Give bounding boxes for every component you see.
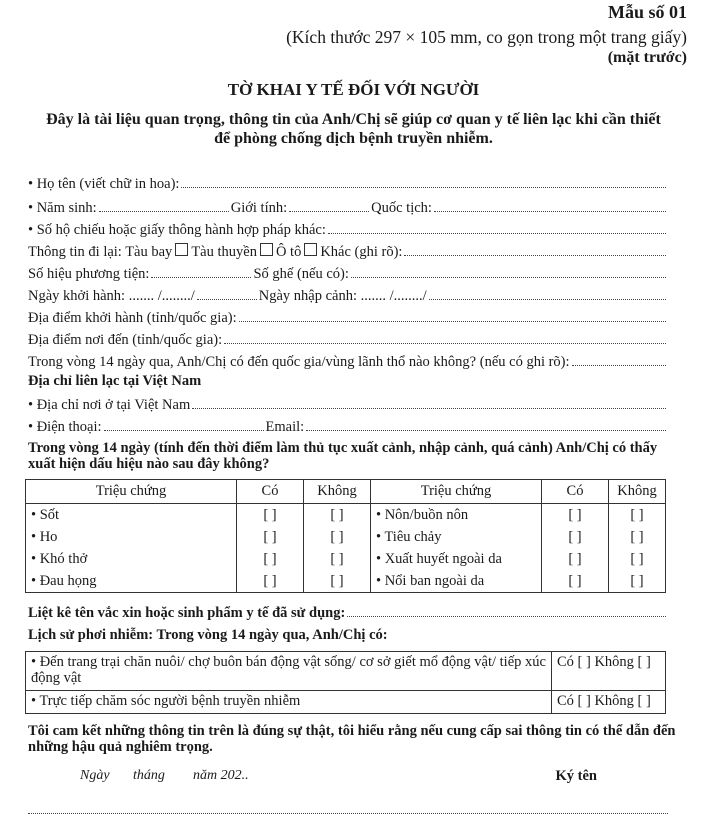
passport-line[interactable] [28, 220, 668, 240]
yes-box[interactable]: [ ] [237, 526, 304, 548]
table-row [26, 691, 666, 714]
destination-field[interactable] [224, 342, 666, 344]
birth-year-label: • Năm sinh: [28, 200, 97, 216]
travel-label: Thông tin đi lại: Tàu bay [28, 244, 173, 260]
symptom-name: • Khó thở [26, 548, 237, 570]
countries-label: Trong vòng 14 ngày qua, Anh/Chị có đến quốc gia/vùng lãnh thổ nào không? (nếu có ghi rõ): [28, 354, 570, 370]
symptom-name: • Đau họng [26, 570, 237, 593]
col-no: Không [304, 480, 371, 504]
exposure-item: • Đến trang trại chăn nuôi/ chợ buôn bán động vật sống/ cơ sở giết mổ động vật/ tiếp xúc động vật [26, 652, 552, 691]
departure-place-field[interactable] [239, 320, 666, 322]
no-box[interactable]: [ ] [609, 526, 666, 548]
no-box[interactable]: [ ] [609, 504, 666, 527]
signature-label: Ký tên [555, 768, 597, 784]
col-yes: Có [237, 480, 304, 504]
entry-date-label: Ngày nhập cảnh: ....... /......../ [258, 288, 427, 304]
table-row [26, 504, 666, 527]
vaccine-label: Liệt kê tên vắc xin hoặc sinh phẩm y tế đã sử dụng: [28, 605, 346, 621]
symptom-name: • Tiêu chảy [371, 526, 542, 548]
commitment-text: Tôi cam kết những thông tin trên là đúng sự thật, tôi hiểu rằng nếu cung cấp sai thông tin có thể dẫn đến những hậu quả nghiêm trọng. [28, 723, 676, 755]
exposure-answer[interactable]: Có [ ] Không [ ] [552, 652, 666, 691]
no-box[interactable]: [ ] [609, 570, 666, 593]
vehicle-no-field[interactable] [151, 276, 251, 278]
yes-box[interactable]: [ ] [542, 548, 609, 570]
departure-date-field[interactable] [197, 298, 257, 300]
yes-box[interactable]: [ ] [237, 548, 304, 570]
entry-date-field[interactable] [429, 298, 666, 300]
col-yes-2: Có [542, 480, 609, 504]
col-symptom-2: Triệu chứng [371, 480, 542, 504]
symptom-name: • Ho [26, 526, 237, 548]
yes-box[interactable]: [ ] [542, 504, 609, 527]
vehicle-line[interactable] [28, 264, 668, 284]
vaccine-field[interactable] [347, 615, 666, 617]
seat-no-field[interactable] [351, 276, 666, 278]
dates-line[interactable] [28, 286, 668, 306]
symptom-name: • Nôn/buồn nôn [371, 504, 542, 527]
travel-line[interactable] [28, 242, 668, 262]
email-field[interactable] [306, 429, 666, 431]
phone-email-line[interactable] [28, 417, 668, 437]
no-box[interactable]: [ ] [304, 548, 371, 570]
yes-box[interactable]: [ ] [237, 504, 304, 527]
no-box[interactable]: [ ] [304, 570, 371, 593]
col-symptom: Triệu chứng [26, 480, 237, 504]
address-label: • Địa chỉ nơi ở tại Việt Nam [28, 397, 191, 413]
car-label: Ô tô [275, 244, 302, 260]
page-side: (mặt trước) [607, 49, 687, 66]
date-month: tháng [133, 768, 165, 783]
other-field[interactable] [404, 254, 666, 256]
ship-label: Tàu thuyền [191, 244, 257, 260]
passport-label: • Số hộ chiếu hoặc giấy thông hành hợp pháp khác: [28, 222, 326, 238]
date-year: năm 202.. [193, 768, 249, 783]
page-title: TỜ KHAI Y TẾ ĐỐI VỚI NGƯỜI [227, 80, 480, 99]
countries-line[interactable] [28, 352, 668, 372]
no-box[interactable]: [ ] [609, 548, 666, 570]
departure-place-line[interactable] [28, 308, 668, 328]
phone-label: • Điện thoại: [28, 419, 102, 435]
symptom-name: • Nổi ban ngoài da [371, 570, 542, 593]
email-label: Email: [265, 419, 305, 435]
nationality-label: Quốc tịch: [371, 200, 432, 216]
passport-field[interactable] [328, 232, 666, 234]
col-no-2: Không [609, 480, 666, 504]
full-name-field[interactable] [181, 186, 666, 188]
destination-label: Địa điểm nơi đến (tỉnh/quốc gia): [28, 332, 223, 348]
address-field[interactable] [192, 407, 666, 409]
size-note: (Kích thước 297 × 105 mm, co gọn trong một trang giấy) [286, 27, 687, 47]
form-number: Mẫu số 01 [607, 2, 687, 22]
nationality-field[interactable] [434, 210, 666, 212]
exposure-heading: Lịch sử phơi nhiễm: Trong vòng 14 ngày qua, Anh/Chị có: [28, 627, 388, 643]
destination-line[interactable] [28, 330, 668, 350]
exposure-item: • Trực tiếp chăm sóc người bệnh truyền nhiễm [26, 691, 552, 714]
bottom-divider [28, 812, 668, 814]
address-line[interactable] [28, 395, 668, 415]
full-name-line[interactable] [28, 174, 668, 194]
countries-field[interactable] [572, 364, 666, 366]
vehicle-no-label: Số hiệu phương tiện: [28, 266, 150, 282]
table-row [26, 652, 666, 691]
seat-no-label: Số ghế (nếu có): [253, 266, 349, 282]
exposure-answer[interactable]: Có [ ] Không [ ] [552, 691, 666, 714]
yes-box[interactable]: [ ] [237, 570, 304, 593]
birth-line[interactable] [28, 198, 668, 218]
departure-place-label: Địa điểm khởi hành (tỉnh/quốc gia): [28, 310, 237, 326]
no-box[interactable]: [ ] [304, 504, 371, 527]
gender-field[interactable] [289, 210, 369, 212]
phone-field[interactable] [104, 429, 264, 431]
table-row [26, 526, 666, 548]
yes-box[interactable]: [ ] [542, 526, 609, 548]
full-name-label: • Họ tên (viết chữ in hoa): [28, 176, 180, 192]
departure-date-label: Ngày khởi hành: ....... /......../ [28, 288, 195, 304]
exposure-table [25, 651, 666, 714]
ship-checkbox[interactable] [260, 243, 273, 256]
symptom-table [25, 479, 666, 593]
other-label: Khác (ghi rõ): [320, 244, 403, 260]
symptom-name: • Sốt [26, 504, 237, 527]
plane-checkbox[interactable] [175, 243, 188, 256]
gender-label: Giới tính: [230, 200, 288, 216]
symptom-name: • Xuất huyết ngoài da [371, 548, 542, 570]
date-day: Ngày [80, 768, 110, 783]
no-box[interactable]: [ ] [304, 526, 371, 548]
table-row [26, 548, 666, 570]
contact-heading: Địa chỉ liên lạc tại Việt Nam [28, 373, 202, 389]
intro-text: Đây là tài liệu quan trọng, thông tin của Anh/Chị sẽ giúp cơ quan y tế liên lạc khi cần thiết để phòng chống dịch bệnh truyền nhiễm. [46, 111, 661, 147]
car-checkbox[interactable] [304, 243, 317, 256]
yes-box[interactable]: [ ] [542, 570, 609, 593]
symptom-question: Trong vòng 14 ngày (tính đến thời điểm làm thủ tục xuất cảnh, nhập cảnh, quá cảnh) Anh/Chị có thấy xuất hiện dấu hiệu nào sau đây không? [28, 440, 658, 472]
birth-year-field[interactable] [99, 210, 229, 212]
vaccine-line[interactable] [28, 603, 668, 623]
table-row [26, 570, 666, 593]
